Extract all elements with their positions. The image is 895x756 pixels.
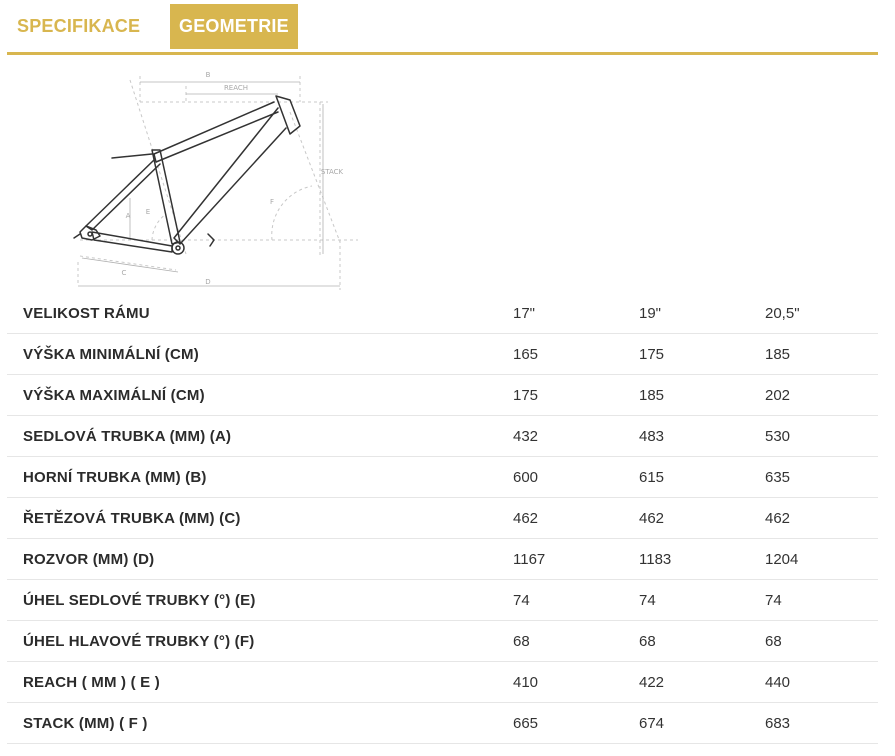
table-row	[7, 457, 878, 498]
row-label: HORNÍ TRUBKA (MM) (B)	[7, 457, 513, 498]
row-value: 1183	[639, 539, 765, 580]
row-value: 175	[639, 334, 765, 375]
label-d: D	[205, 278, 211, 286]
row-value: 665	[513, 703, 639, 744]
row-value: 1204	[765, 539, 878, 580]
row-value: 530	[765, 416, 878, 457]
table-header-row	[7, 293, 878, 334]
size-19: 19"	[639, 293, 765, 334]
row-label: VÝŠKA MINIMÁLNÍ (CM)	[7, 334, 513, 375]
label-a: A	[125, 212, 131, 220]
row-value: 615	[639, 457, 765, 498]
row-value: 74	[765, 580, 878, 621]
frame-size-label: VELIKOST RÁMU	[7, 293, 513, 334]
row-label: ŘETĚZOVÁ TRUBKA (MM) (C)	[7, 498, 513, 539]
table-row	[7, 703, 878, 744]
row-value: 165	[513, 334, 639, 375]
table-row	[7, 621, 878, 662]
table-row	[7, 416, 878, 457]
size-20-5: 20,5"	[765, 293, 878, 334]
row-value: 202	[765, 375, 878, 416]
row-value: 74	[639, 580, 765, 621]
row-value: 175	[513, 375, 639, 416]
label-stack: STACK	[320, 168, 344, 176]
row-value: 410	[513, 662, 639, 703]
label-b: B	[205, 71, 211, 79]
row-value: 422	[639, 662, 765, 703]
label-e: E	[145, 208, 151, 216]
row-value: 683	[765, 703, 878, 744]
row-value: 68	[639, 621, 765, 662]
table-row	[7, 580, 878, 621]
row-label: ÚHEL HLAVOVÉ TRUBKY (°) (F)	[7, 621, 513, 662]
row-value: 462	[513, 498, 639, 539]
table-row	[7, 375, 878, 416]
row-label: VÝŠKA MAXIMÁLNÍ (CM)	[7, 375, 513, 416]
size-17: 17"	[513, 293, 639, 334]
row-value: 635	[765, 457, 878, 498]
row-value: 74	[513, 580, 639, 621]
row-value: 185	[639, 375, 765, 416]
row-label: ROZVOR (MM) (D)	[7, 539, 513, 580]
tab-geometrie[interactable]: GEOMETRIE	[170, 4, 298, 49]
row-value: 462	[639, 498, 765, 539]
label-f: F	[269, 198, 275, 206]
table-row	[7, 539, 878, 580]
row-value: 68	[765, 621, 878, 662]
row-value: 600	[513, 457, 639, 498]
tab-specifikace[interactable]: SPECIFIKACE	[17, 16, 141, 36]
row-label: REACH ( MM ) ( E )	[7, 662, 513, 703]
row-value: 440	[765, 662, 878, 703]
row-label: ÚHEL SEDLOVÉ TRUBKY (°) (E)	[7, 580, 513, 621]
bike-geometry-diagram	[68, 62, 368, 296]
row-label: SEDLOVÁ TRUBKA (MM) (A)	[7, 416, 513, 457]
row-value: 462	[765, 498, 878, 539]
row-value: 674	[639, 703, 765, 744]
row-label: STACK (MM) ( F )	[7, 703, 513, 744]
row-value: 1167	[513, 539, 639, 580]
tab-bar	[7, 4, 878, 55]
geometry-table	[7, 293, 878, 744]
row-value: 483	[639, 416, 765, 457]
label-c: C	[121, 269, 127, 277]
row-value: 185	[765, 334, 878, 375]
table-row	[7, 662, 878, 703]
row-value: 68	[513, 621, 639, 662]
table-row	[7, 334, 878, 375]
table-row	[7, 498, 878, 539]
row-value: 432	[513, 416, 639, 457]
label-reach: REACH	[223, 84, 249, 92]
